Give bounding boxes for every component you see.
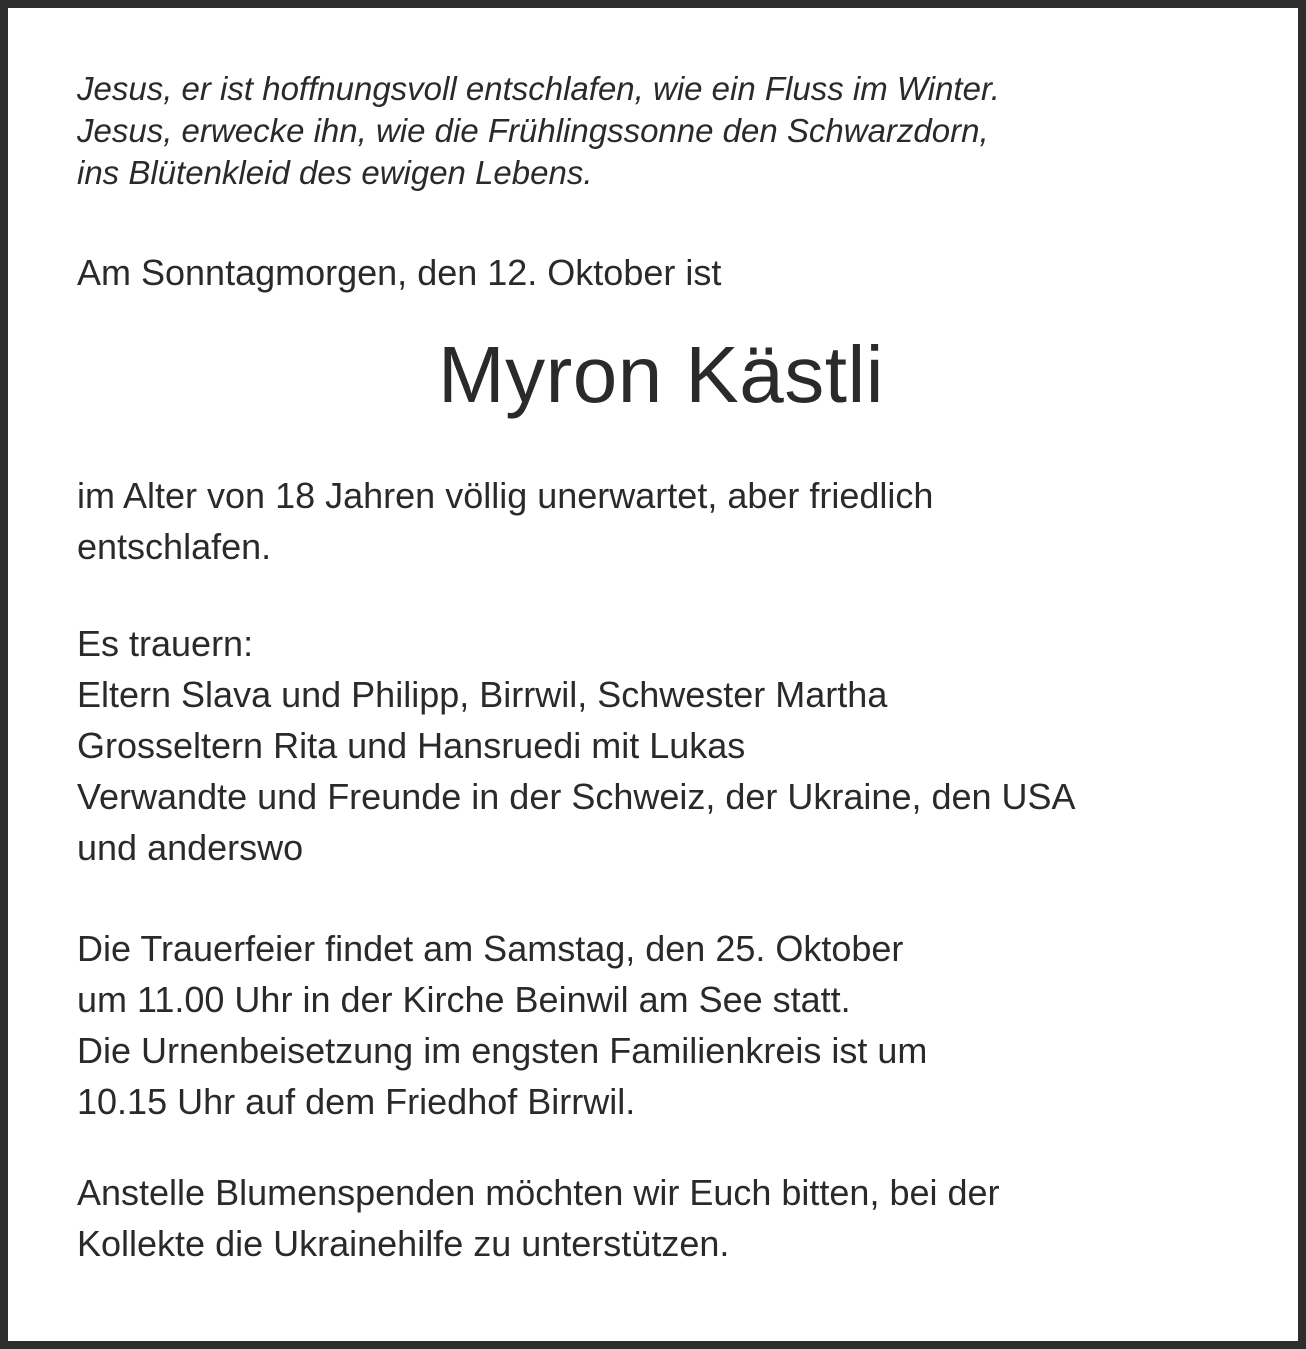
donation-line: Anstelle Blumenspenden möchten wir Euch bitten, bei der	[77, 1172, 1000, 1213]
mourner-line: und anderswo	[77, 827, 304, 868]
donation-note	[77, 1167, 1257, 1269]
mourner-line: Verwandte und Freunde in der Schweiz, der Ukraine, den USA	[77, 776, 1076, 817]
donation-line: Kollekte die Ukrainehilfe zu unterstützen.	[77, 1223, 730, 1264]
mourner-line: Eltern Slava und Philipp, Birrwil, Schwester Martha	[77, 674, 888, 715]
verse	[77, 68, 1257, 194]
mourners-heading: Es trauern:	[77, 623, 254, 664]
service-info	[77, 923, 1257, 1127]
service-line: 10.15 Uhr auf dem Friedhof Birrwil.	[77, 1081, 636, 1122]
verse-line: ins Blütenkleid des ewigen Lebens.	[77, 154, 593, 191]
service-line: Die Trauerfeier findet am Samstag, den 25. Oktober	[77, 928, 904, 969]
age-line: im Alter von 18 Jahren völlig unerwartet, aber friedlich	[77, 475, 934, 516]
verse-line: Jesus, erwecke ihn, wie die Frühlingssonne den Schwarzdorn,	[77, 112, 989, 149]
mourners	[77, 618, 1257, 873]
intro-text: Am Sonntagmorgen, den 12. Oktober ist	[77, 252, 722, 293]
age-line: entschlafen.	[77, 526, 272, 567]
deceased-name: Myron Kästli	[437, 330, 885, 419]
service-line: um 11.00 Uhr in der Kirche Beinwil am See statt.	[77, 979, 851, 1020]
verse-line: Jesus, er ist hoffnungsvoll entschlafen, wie ein Fluss im Winter.	[77, 70, 1000, 107]
obituary-content	[77, 68, 1257, 1269]
service-line: Die Urnenbeisetzung im engsten Familienkreis ist um	[77, 1030, 928, 1071]
age-text	[77, 470, 1257, 572]
mourner-line: Grosseltern Rita und Hansruedi mit Lukas	[77, 725, 746, 766]
